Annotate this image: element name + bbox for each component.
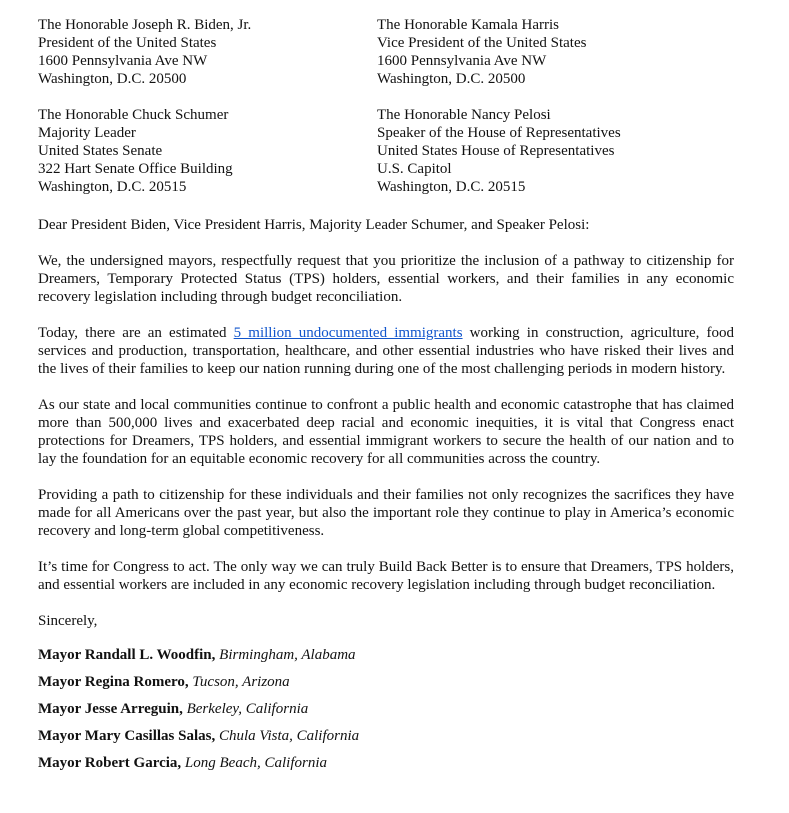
- paragraph-call-to-action: It’s time for Congress to act. The only way we can truly Build Back Better is to ensure that Dreamers, TPS holders, and essential workers are included in any economic recovery legislation including through budget reconciliation.: [38, 559, 734, 593]
- address-line: 322 Hart Senate Office Building: [38, 161, 233, 177]
- closing: Sincerely,: [38, 613, 98, 629]
- address-line: President of the United States: [38, 35, 217, 51]
- signer-entry: [38, 646, 734, 673]
- paragraph-statistics: [38, 324, 734, 378]
- address-line: 1600 Pennsylvania Ave NW: [38, 53, 208, 69]
- signer-city: Berkeley, California: [186, 701, 309, 717]
- address-line: Washington, D.C. 20500: [377, 71, 526, 87]
- addressee-schumer: [38, 106, 377, 196]
- address-line: The Honorable Kamala Harris: [377, 17, 560, 33]
- address-line: Washington, D.C. 20500: [38, 71, 187, 87]
- address-line: The Honorable Nancy Pelosi: [377, 107, 551, 123]
- signer-entry: [38, 700, 734, 727]
- signer-name: Mayor Jesse Arreguin,: [38, 701, 183, 717]
- paragraph-text: working in construction, agriculture, food services and production, transportation, healthcare, and other essential industries who have risked their lives and the lives of their families to keep our nation running during one of the most challenging periods in modern history.: [38, 325, 734, 377]
- signer-name: Mayor Randall L. Woodfin,: [38, 647, 216, 663]
- addressee-biden: [38, 16, 377, 88]
- paragraph-citizenship: Providing a path to citizenship for these individuals and their families not only recognizes the sacrifices they have made for all Americans over the past year, but also the important role they continue to play in America’s economic recovery and long-term global competitiveness.: [38, 487, 734, 539]
- undocumented-immigrants-link[interactable]: 5 million undocumented immigrants: [233, 325, 463, 341]
- address-line: Washington, D.C. 20515: [377, 179, 526, 195]
- address-line: The Honorable Chuck Schumer: [38, 107, 229, 123]
- address-line: United States Senate: [38, 143, 163, 159]
- address-line: Vice President of the United States: [377, 35, 587, 51]
- signer-city: Chula Vista, California: [218, 728, 360, 744]
- address-line: Speaker of the House of Representatives: [377, 125, 621, 141]
- signer-name: Mayor Robert Garcia,: [38, 755, 182, 771]
- address-line: Majority Leader: [38, 125, 136, 141]
- address-line: United States House of Representatives: [377, 143, 615, 159]
- signer-name: Mayor Mary Casillas Salas,: [38, 728, 216, 744]
- paragraph-request: We, the undersigned mayors, respectfully request that you prioritize the inclusion of a pathway to citizenship for Dreamers, Temporary Protected Status (TPS) holders, essential workers, and their families in any economic recovery legislation including through budget reconciliation.: [38, 253, 734, 305]
- salutation: Dear President Biden, Vice President Harris, Majority Leader Schumer, and Speaker Pelosi:: [38, 217, 590, 233]
- signer-name: Mayor Regina Romero,: [38, 674, 189, 690]
- address-line: U.S. Capitol: [377, 161, 452, 177]
- signer-city: Tucson, Arizona: [192, 674, 290, 690]
- signer-city: Long Beach, California: [184, 755, 328, 771]
- addressee-pelosi: [377, 106, 734, 196]
- paragraph-crisis: As our state and local communities continue to confront a public health and economic catastrophe that has claimed more than 500,000 lives and exacerbated deep racial and economic inequities, it is vital that Congress enact protections for Dreamers, TPS holders, and essential immigrant workers to secure the health of our nation and to lay the foundation for an equitable economic recovery for all communities across the country.: [38, 397, 734, 467]
- addressee-grid: [38, 16, 734, 196]
- address-line: Washington, D.C. 20515: [38, 179, 187, 195]
- address-line: The Honorable Joseph R. Biden, Jr.: [38, 17, 252, 33]
- addressee-harris: [377, 16, 734, 88]
- signer-entry: [38, 673, 734, 700]
- signer-city: Birmingham, Alabama: [219, 647, 356, 663]
- signer-list: [38, 646, 734, 781]
- letter-page: [38, 16, 734, 781]
- signer-entry: [38, 754, 734, 781]
- signer-entry: [38, 727, 734, 754]
- paragraph-text: Today, there are an estimated: [38, 325, 234, 341]
- address-line: 1600 Pennsylvania Ave NW: [377, 53, 547, 69]
